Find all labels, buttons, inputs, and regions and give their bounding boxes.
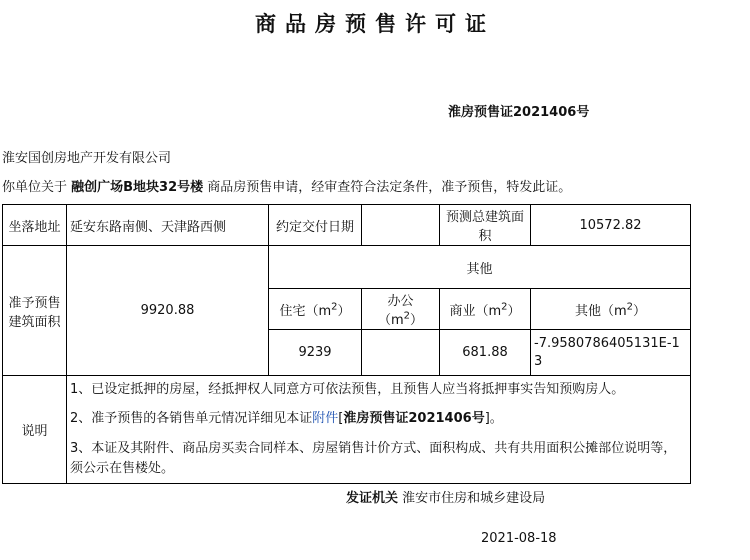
- page-title: 商品房预售许可证: [255, 12, 495, 36]
- residential-header: 住宅$(m^2)$: [269, 289, 362, 330]
- explain-content: [67, 376, 691, 484]
- location-value: 延安东路南侧、天津路西侧: [67, 205, 269, 246]
- issuer-name: 淮安市住房和城乡建设局: [402, 491, 546, 506]
- office-value: [362, 330, 440, 376]
- table-row: [3, 376, 691, 484]
- explain-item-2: 2、准予预售的各销售单元情况详细见本证附件[淮房预售证2021406号]。: [70, 411, 503, 426]
- issue-date: 2021-08-18: [481, 531, 557, 546]
- company-name: 淮安国创房地产开发有限公司: [2, 151, 172, 166]
- total-area-label: 预测总建筑面积: [440, 205, 531, 246]
- commercial-header: 商业$(m^2)$: [440, 289, 531, 330]
- total-area-value: 10572.82: [531, 205, 691, 246]
- table-row: [3, 205, 691, 246]
- attachment-link[interactable]: 附件: [312, 411, 339, 426]
- explain-item-3: 3、本证及其附件、商品房买卖合同样本、房屋销售计价方式、面积构成、共有共用面积公摊部位说明等，须公示在售楼处。: [70, 441, 677, 476]
- location-label: 坐落地址: [3, 205, 67, 246]
- office-header: 办公$(m^2)$: [362, 289, 440, 330]
- issuing-authority: [346, 487, 545, 506]
- delivery-date-label: 约定交付日期: [269, 205, 362, 246]
- other-header: 其他$(m^2)$: [531, 289, 691, 330]
- residential-value: 9239: [269, 330, 362, 376]
- statement-suffix: 商品房预售申请，经审查符合法定条件，准予预售，特发此证。: [203, 180, 572, 195]
- issuer-label: 发证机关: [346, 491, 399, 506]
- certificate-table: [2, 204, 691, 484]
- explain-label: 说明: [3, 376, 67, 484]
- explain-item-1: 1、已设定抵押的房屋，经抵押权人同意方可依法预售，且预售人应当将抵押事实告知预购房人。: [70, 382, 625, 397]
- statement-prefix: 你单位关于: [2, 180, 72, 195]
- table-row: [3, 246, 691, 289]
- project-name: 融创广场B地块32号楼: [71, 180, 204, 195]
- attachment-cert-number: 淮房预售证2021406号: [343, 411, 485, 426]
- presale-area-value: 9920.88: [67, 246, 269, 376]
- certificate-number: 淮房预售证2021406号: [448, 105, 590, 120]
- commercial-value: 681.88: [440, 330, 531, 376]
- other-value: -7.9580786405131E-13: [531, 330, 691, 376]
- presale-area-label: 准予预售建筑面积: [3, 246, 67, 376]
- delivery-date-value: [362, 205, 440, 246]
- approval-statement: [2, 176, 571, 195]
- usage-group-header: 其他: [269, 246, 691, 289]
